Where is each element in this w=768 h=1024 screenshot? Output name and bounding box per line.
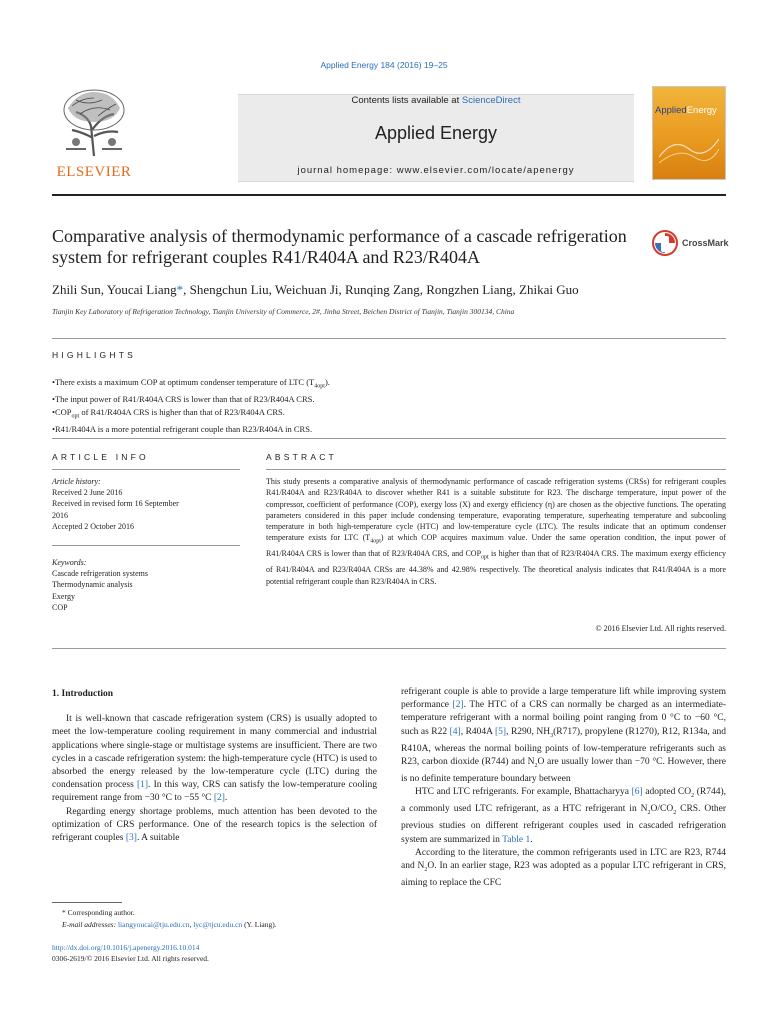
text: . In this way, CRS can satisfy the low-temperature cooling requirement range from −30 °C to −55 °C (52, 780, 377, 804)
revised-date-year: 2016 (52, 510, 68, 520)
keyword: Exergy (52, 591, 75, 601)
highlight-text: of R41/R404A CRS is higher than that of R23/R404A CRS. (79, 406, 285, 417)
abstract-bottom-rule (52, 648, 726, 649)
email-line (52, 919, 377, 931)
section-rule (52, 438, 726, 439)
text: HTC and LTC refrigerants. For example, Bhattacharyya (415, 787, 632, 798)
text: O. In an earlier stage, R23 was adopted as a popular LTC refrigerant in CRS, aiming to replace the CFC (401, 861, 727, 889)
body-column-right (401, 686, 726, 890)
highlights-list (52, 376, 726, 435)
paragraph (401, 786, 726, 847)
keyword: Cascade refrigeration systems (52, 569, 148, 579)
abstract-rule (266, 469, 726, 470)
journal-homepage[interactable]: journal homepage: www.elsevier.com/locate/apenergy (297, 165, 575, 176)
crossmark-button[interactable] (652, 230, 732, 260)
text: , R404A (460, 726, 495, 737)
text: O/CO (650, 804, 674, 815)
ref-link[interactable]: [5] (495, 726, 507, 737)
body-column-left (52, 688, 377, 845)
author-first: Zhili Sun, Youcai Liang (52, 282, 177, 297)
paragraph (52, 806, 377, 846)
cover-title-b: Energy (686, 105, 717, 116)
cover-graphic (659, 127, 719, 167)
email-label: E-mail addresses: (62, 920, 118, 929)
section-heading: 1. Introduction (52, 689, 114, 699)
cover-title (655, 105, 725, 116)
ref-link[interactable]: [4] (449, 726, 461, 737)
contents-prefix: Contents lists available at (351, 95, 462, 106)
journal-citation[interactable]: Applied Energy 184 (2016) 19–25 (320, 60, 448, 70)
text: adopted CO (642, 787, 692, 798)
highlight-item (52, 376, 726, 393)
text: (Y. Liang). (242, 920, 277, 929)
copyright-notice: © 2016 Elsevier Ltd. All rights reserved. (595, 624, 726, 633)
subscript: 2 (647, 810, 651, 817)
highlights-rule (52, 338, 726, 339)
masthead-rule (52, 194, 726, 196)
masthead-banner (238, 94, 634, 182)
subscript: 2 (424, 866, 428, 873)
crossmark-icon (652, 230, 678, 258)
affiliation: Tianjin Key Laboratory of Refrigeration Technology, Tianjin University of Commerce, 2#, Jinba Street, Beichen District of Tianjin, Tianjin 300134, China (52, 307, 515, 316)
text: CRS. Other previous studies on different refrigerant couples used in cascaded refrigeration system are summarized in (401, 804, 726, 845)
abstract-part: This study presents a comparative analysis of thermodynamic performance of cascade refrigeration systems (CRSs) for refrigerant couples R41/R404A and R23/R404A to discover whether R41 is a suitable substitute for R23. The discharge temperature, input power of the compressor, coefficient of performance (COP), exergy loss (X) and exergy efficiency (η) are chosen as the objective functions. The operating parameters considered in this paper include condensing temperature, evaporating temperature, superheating temperature and subcooling temperature in both high-temperature cycle (HTC) and low-temperature cycle (LTC). The results indicate that an optimum condenser temperature exists for LTC (T (266, 477, 726, 543)
keyword: Thermodynamic analysis (52, 580, 133, 590)
text: , R290, NH (506, 726, 551, 737)
text: . The HTC of a CRS can normally be charged as an intermediate-temperature refrigerant with a normal boiling point ranging from 0 °C to −60 °C, such as R22 (401, 700, 727, 737)
issn-line: 0306-2619/© 2016 Elsevier Ltd. All rights reserved. (52, 954, 209, 963)
highlight-item: • R41/R404A is a more potential refrigerant couple than R23/R404A in CRS. (52, 423, 726, 436)
text: , (189, 920, 194, 929)
article-info-rule (52, 469, 240, 470)
revised-date: Received in revised form 16 September (52, 499, 179, 509)
highlights-heading: HIGHLIGHTS (52, 350, 136, 360)
ref-link[interactable]: [6] (631, 787, 643, 798)
text: . (224, 793, 228, 804)
table-link[interactable]: Table 1 (502, 834, 531, 845)
sciencedirect-link[interactable]: ScienceDirect (461, 95, 521, 106)
email-link[interactable]: liangyoucai@tju.edu.cn (117, 920, 190, 929)
text: (R744), a commonly used LTC refrigerant, as a HTC refrigerant in N (401, 787, 726, 815)
subscript: opt (71, 413, 80, 420)
abstract-part: ) at which COP acquires maximum value. Under the same operation condition, the input power of R41/R404A CRS is lower than that of R23/R404A CRS, and COP (266, 533, 726, 559)
contents-line (238, 95, 634, 106)
text: . (530, 834, 533, 845)
ref-link[interactable]: [2] (452, 700, 464, 711)
keywords-rule (52, 545, 240, 546)
journal-cover-thumbnail[interactable] (652, 86, 726, 180)
ref-link[interactable]: [1] (136, 780, 149, 791)
text: Regarding energy shortage problems, much attention has been devoted to the optimization of CRS performance. One of the research topics is the selection of refrigerant couples (52, 806, 377, 844)
keyword: COP (52, 602, 68, 612)
subscript: 2 (673, 810, 677, 817)
abstract-text (266, 476, 726, 587)
text: It is well-known that cascade refrigeration system (CRS) is usually adopted to meet the low-temperature cooling requirement in many commercial and industrial applications where single-stage or multistage systems are insufficient. There are two cycles in a cascade refrigeration system: the high-temperature cycle (HTC) is used to absorbed the energy released by the low-temperature cycle (LTC) during the condensation process (52, 714, 377, 791)
text: refrigerant couple is able to provide a large temperature lift while improving system performance (401, 687, 726, 711)
keywords (52, 557, 240, 613)
article-info-heading: ARTICLE INFO (52, 452, 149, 462)
highlight-text: ). (324, 377, 330, 387)
accepted-date: Accepted 2 October 2016 (52, 521, 134, 531)
subscript: 4opt (370, 539, 381, 546)
masthead (52, 86, 726, 184)
cover-title-a: Applied (655, 105, 687, 116)
crossmark-label: CrossMark (682, 238, 729, 248)
abstract-heading: ABSTRACT (266, 452, 337, 462)
author-rest: , Shengchun Liu, Weichuan Ji, Runqing Zang, Rongzhen Liang, Zhikai Guo (183, 282, 579, 297)
author-list (52, 282, 732, 298)
subscript: opt (481, 554, 489, 561)
highlight-text: COP (54, 406, 72, 417)
text: O are usually lower than −70 °C. However, there is no definite temperature boundary between (401, 756, 726, 784)
email-link[interactable]: lyc@tjcu.edu.cn (193, 920, 243, 929)
publisher-name: ELSEVIER (56, 164, 132, 180)
article-info (52, 476, 240, 532)
highlight-item (52, 406, 726, 423)
doi-link[interactable]: http://dx.doi.org/10.1016/j.apenergy.2016.10.014 (52, 943, 200, 952)
elsevier-logo[interactable] (52, 86, 136, 184)
elsevier-tree-logo (58, 86, 130, 158)
text: (R717), propylene (R1270), R12, R134a, and R410A, whereas the normal boiling points of low-temperature refrigerants such as R23, carbon dioxide (R744) and N (401, 726, 726, 767)
corresponding-author-marker[interactable]: * (176, 282, 184, 297)
subscript: 2 (691, 793, 695, 800)
highlight-text: There exists a maximum COP at optimum condenser temperature of LTC (T (54, 377, 315, 387)
history-label: Article history: (52, 477, 101, 486)
keywords-label: Keywords: (52, 558, 87, 567)
highlight-item: • The input power of R41/R404A CRS is lower than that of R23/R404A CRS. (52, 393, 726, 406)
article-title: Comparative analysis of thermodynamic performance of a cascade refrigeration system for refrigerant couples R41/R404A and R23/R404A (52, 226, 627, 267)
subscript: 2 (534, 762, 538, 769)
subscript: 3 (550, 732, 554, 739)
paragraph (52, 713, 377, 805)
text: . A suitable (136, 833, 180, 844)
subscript: 4opt (314, 383, 325, 390)
footnote-rule (52, 902, 122, 903)
footnote (52, 907, 377, 931)
received-date: Received 2 June 2016 (52, 488, 123, 498)
doi-block (52, 942, 377, 964)
corresponding-author-note: * Corresponding author. (62, 908, 135, 917)
ref-link[interactable]: [2] (213, 793, 225, 804)
paragraph (401, 686, 726, 786)
text: According to the literature, the common refrigerants used in LTC are R23, R744 and N (401, 847, 726, 871)
journal-title: Applied Energy (374, 123, 498, 143)
paragraph (401, 847, 726, 891)
abstract-part: is higher than that of R23/R404A CRS. The maximum exergy efficiency of R41/R404A and R23/R404A CRSs are 44.38% and 42.98% respectively. The theoretical analysis indicates that R41/R404A is a more potential refrigerant couple than R23/R404A in CRS. (266, 549, 726, 586)
ref-link[interactable]: [3] (125, 833, 137, 844)
